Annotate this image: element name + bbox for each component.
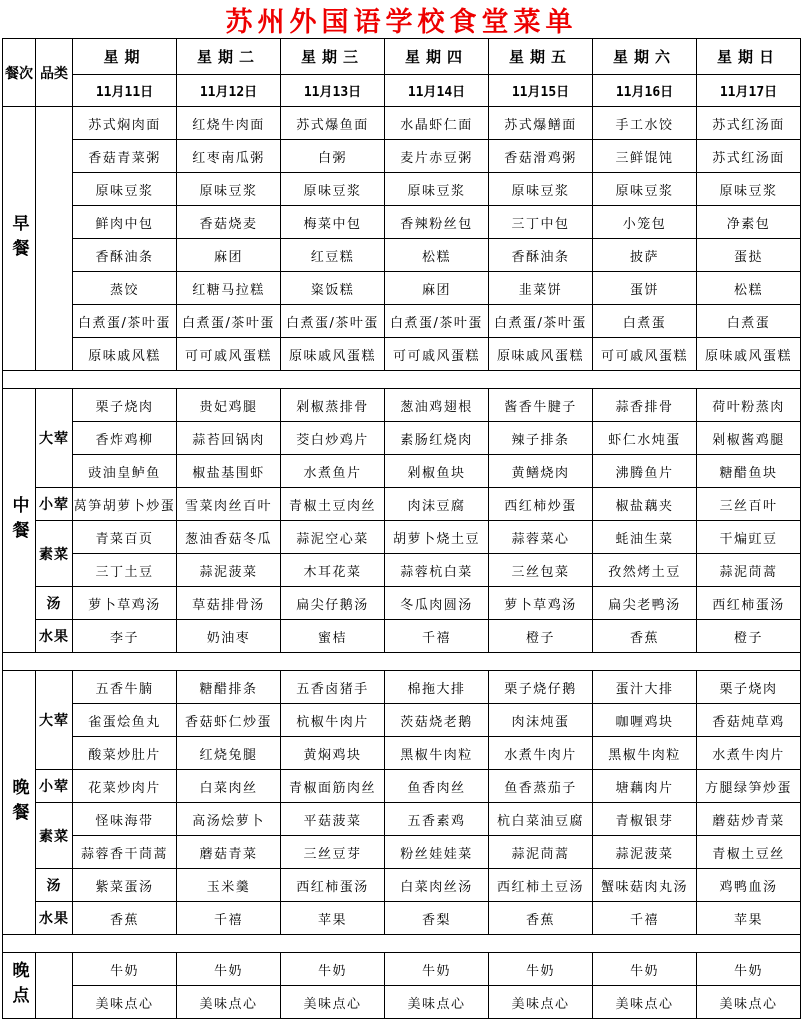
date-header: 11月13日 (281, 75, 385, 107)
menu-item-cell: 椒盐藕夹 (593, 488, 697, 521)
date-header: 11月17日 (697, 75, 801, 107)
category-label: 素菜 (36, 803, 73, 869)
menu-item-cell: 粉丝娃娃菜 (385, 836, 489, 869)
menu-row (3, 173, 801, 206)
menu-item-cell: 三丝包菜 (489, 554, 593, 587)
menu-item-cell: 蒜泥菠菜 (177, 554, 281, 587)
menu-item-cell: 美味点心 (281, 986, 385, 1019)
menu-item-cell: 可可戚风蛋糕 (593, 338, 697, 371)
menu-item-cell: 美味点心 (73, 986, 177, 1019)
menu-item-cell: 青椒土豆肉丝 (281, 488, 385, 521)
menu-item-cell: 剁椒蒸排骨 (281, 389, 385, 422)
menu-item-cell: 手工水饺 (593, 107, 697, 140)
menu-item-cell: 咖喱鸡块 (593, 704, 697, 737)
menu-item-cell: 黄焖鸡块 (281, 737, 385, 770)
category-label: 大荤 (36, 389, 73, 488)
menu-row (3, 140, 801, 173)
menu-row (3, 521, 801, 554)
menu-item-cell: 三丝百叶 (697, 488, 801, 521)
menu-item-cell: 可可戚风蛋糕 (177, 338, 281, 371)
menu-item-cell: 茭白炒鸡片 (281, 422, 385, 455)
menu-item-cell: 白粥 (281, 140, 385, 173)
menu-item-cell: 辣子排条 (489, 422, 593, 455)
menu-row (3, 389, 801, 422)
menu-item-cell: 葱油鸡翅根 (385, 389, 489, 422)
menu-item-cell: 牛奶 (177, 953, 281, 986)
menu-item-cell: 蘑菇炒青菜 (697, 803, 801, 836)
menu-row (3, 869, 801, 902)
separator-cell (3, 653, 801, 671)
menu-item-cell: 蒜泥茼蒿 (489, 836, 593, 869)
separator-cell (3, 935, 801, 953)
menu-item-cell: 鱼香蒸茄子 (489, 770, 593, 803)
day-header: 星期二 (177, 39, 281, 75)
menu-item-cell: 三丁土豆 (73, 554, 177, 587)
menu-item-cell: 小笼包 (593, 206, 697, 239)
table-header (3, 39, 801, 107)
menu-item-cell: 原味豆浆 (489, 173, 593, 206)
separator-row (3, 371, 801, 389)
date-header: 11月11日 (73, 75, 177, 107)
menu-item-cell: 贵妃鸡腿 (177, 389, 281, 422)
menu-item-cell: 黑椒牛肉粒 (593, 737, 697, 770)
menu-table (2, 38, 801, 1019)
menu-item-cell: 美味点心 (177, 986, 281, 1019)
menu-item-cell: 蒜泥空心菜 (281, 521, 385, 554)
category-label: 小荤 (36, 488, 73, 521)
menu-item-cell: 牛奶 (385, 953, 489, 986)
day-header: 星期五 (489, 39, 593, 75)
menu-item-cell: 千禧 (593, 902, 697, 935)
menu-item-cell: 椒盐基围虾 (177, 455, 281, 488)
day-header: 星期四 (385, 39, 489, 75)
menu-item-cell: 棉拖大排 (385, 671, 489, 704)
menu-item-cell: 鱼香肉丝 (385, 770, 489, 803)
menu-item-cell: 红烧牛肉面 (177, 107, 281, 140)
menu-item-cell: 香酥油条 (73, 239, 177, 272)
category-label (36, 107, 73, 371)
menu-item-cell: 牛奶 (281, 953, 385, 986)
menu-item-cell: 平菇菠菜 (281, 803, 385, 836)
menu-item-cell: 萝卜草鸡汤 (489, 587, 593, 620)
menu-item-cell: 花菜炒肉片 (73, 770, 177, 803)
menu-item-cell: 李子 (73, 620, 177, 653)
menu-item-cell: 香菇虾仁炒蛋 (177, 704, 281, 737)
menu-item-cell: 美味点心 (489, 986, 593, 1019)
menu-item-cell: 茨菇烧老鹅 (385, 704, 489, 737)
meal-section-4 (3, 953, 801, 1019)
menu-item-cell: 酱香牛腱子 (489, 389, 593, 422)
menu-item-cell: 松糕 (385, 239, 489, 272)
category-label (36, 953, 73, 1019)
menu-item-cell: 白煮蛋/茶叶蛋 (73, 305, 177, 338)
menu-row (3, 704, 801, 737)
menu-item-cell: 鸡鸭血汤 (697, 869, 801, 902)
menu-item-cell: 五香素鸡 (385, 803, 489, 836)
menu-item-cell: 水煮牛肉片 (697, 737, 801, 770)
menu-item-cell: 三鲜馄饨 (593, 140, 697, 173)
menu-item-cell: 香菇青菜粥 (73, 140, 177, 173)
menu-item-cell: 苏式红汤面 (697, 107, 801, 140)
menu-item-cell: 香辣粉丝包 (385, 206, 489, 239)
category-column-header: 品类 (36, 39, 73, 107)
menu-row (3, 206, 801, 239)
category-label: 素菜 (36, 521, 73, 587)
menu-item-cell: 鲜肉中包 (73, 206, 177, 239)
menu-item-cell: 红烧兔腿 (177, 737, 281, 770)
menu-item-cell: 苹果 (281, 902, 385, 935)
menu-item-cell: 香蕉 (489, 902, 593, 935)
menu-item-cell: 蒜蓉菜心 (489, 521, 593, 554)
menu-row (3, 671, 801, 704)
menu-row (3, 305, 801, 338)
day-header: 星期六 (593, 39, 697, 75)
menu-item-cell: 梅菜中包 (281, 206, 385, 239)
menu-item-cell: 三丝豆芽 (281, 836, 385, 869)
menu-item-cell: 牛奶 (593, 953, 697, 986)
menu-item-cell: 蒸饺 (73, 272, 177, 305)
menu-item-cell: 玉米羹 (177, 869, 281, 902)
menu-item-cell: 红枣南瓜粥 (177, 140, 281, 173)
menu-item-cell: 五香牛腩 (73, 671, 177, 704)
menu-item-cell: 剁椒鱼块 (385, 455, 489, 488)
menu-item-cell: 白煮蛋 (697, 305, 801, 338)
menu-item-cell: 原味戚风蛋糕 (489, 338, 593, 371)
menu-item-cell: 水煮鱼片 (281, 455, 385, 488)
menu-item-cell: 葱油香菇冬瓜 (177, 521, 281, 554)
menu-row (3, 455, 801, 488)
menu-item-cell: 栗子烧仔鹅 (489, 671, 593, 704)
menu-item-cell: 白煮蛋/茶叶蛋 (281, 305, 385, 338)
menu-item-cell: 木耳花菜 (281, 554, 385, 587)
menu-item-cell: 韭菜饼 (489, 272, 593, 305)
menu-item-cell: 麻团 (177, 239, 281, 272)
menu-item-cell: 香梨 (385, 902, 489, 935)
menu-item-cell: 苏式爆鱼面 (281, 107, 385, 140)
menu-item-cell: 蛋汁大排 (593, 671, 697, 704)
menu-item-cell: 原味戚风糕 (73, 338, 177, 371)
menu-item-cell: 牛奶 (489, 953, 593, 986)
date-header: 11月15日 (489, 75, 593, 107)
category-label: 水果 (36, 902, 73, 935)
menu-item-cell: 可可戚风蛋糕 (385, 338, 489, 371)
menu-item-cell: 原味豆浆 (593, 173, 697, 206)
menu-item-cell: 奶油枣 (177, 620, 281, 653)
menu-row (3, 902, 801, 935)
menu-item-cell: 白菜肉丝汤 (385, 869, 489, 902)
category-label: 汤 (36, 587, 73, 620)
category-label: 小荤 (36, 770, 73, 803)
meal-section-1 (3, 107, 801, 371)
menu-item-cell: 白煮蛋 (593, 305, 697, 338)
menu-item-cell: 香蕉 (593, 620, 697, 653)
menu-item-cell: 荷叶粉蒸肉 (697, 389, 801, 422)
menu-row (3, 803, 801, 836)
menu-item-cell: 青椒土豆丝 (697, 836, 801, 869)
menu-row (3, 554, 801, 587)
menu-row (3, 488, 801, 521)
menu-row (3, 239, 801, 272)
menu-item-cell: 西红柿蛋汤 (281, 869, 385, 902)
category-label: 水果 (36, 620, 73, 653)
menu-item-cell: 蚝油生菜 (593, 521, 697, 554)
menu-item-cell: 红豆糕 (281, 239, 385, 272)
menu-item-cell: 橙子 (489, 620, 593, 653)
meal-label: 晚点 (3, 953, 36, 1019)
menu-row (3, 953, 801, 986)
menu-item-cell: 蟹味菇肉丸汤 (593, 869, 697, 902)
menu-item-cell: 糖醋排条 (177, 671, 281, 704)
menu-item-cell: 松糕 (697, 272, 801, 305)
menu-item-cell: 杭白菜油豆腐 (489, 803, 593, 836)
menu-item-cell: 方腿绿笋炒蛋 (697, 770, 801, 803)
menu-item-cell: 孜然烤土豆 (593, 554, 697, 587)
menu-item-cell: 千禧 (385, 620, 489, 653)
category-label: 汤 (36, 869, 73, 902)
category-label: 大荤 (36, 671, 73, 770)
menu-item-cell: 麻团 (385, 272, 489, 305)
menu-item-cell: 青椒银芽 (593, 803, 697, 836)
menu-item-cell: 原味戚风蛋糕 (697, 338, 801, 371)
meal-section-2 (3, 389, 801, 653)
menu-item-cell: 白煮蛋/茶叶蛋 (489, 305, 593, 338)
menu-item-cell: 香菇滑鸡粥 (489, 140, 593, 173)
header-row-dates (3, 75, 801, 107)
menu-item-cell: 香蕉 (73, 902, 177, 935)
menu-item-cell: 蒜蓉杭白菜 (385, 554, 489, 587)
menu-item-cell: 苏式红汤面 (697, 140, 801, 173)
menu-item-cell: 红糖马拉糕 (177, 272, 281, 305)
menu-item-cell: 莴笋胡萝卜炒蛋 (73, 488, 177, 521)
menu-item-cell: 原味豆浆 (697, 173, 801, 206)
page-title: 苏州外国语学校食堂菜单 (225, 6, 578, 38)
menu-row (3, 986, 801, 1019)
menu-item-cell: 香菇炖草鸡 (697, 704, 801, 737)
menu-item-cell: 豉油皇鲈鱼 (73, 455, 177, 488)
menu-item-cell: 苏式爆鳝面 (489, 107, 593, 140)
menu-item-cell: 披萨 (593, 239, 697, 272)
date-header: 11月14日 (385, 75, 489, 107)
menu-item-cell: 西红柿蛋汤 (697, 587, 801, 620)
menu-row (3, 620, 801, 653)
menu-item-cell: 香炸鸡柳 (73, 422, 177, 455)
menu-row (3, 107, 801, 140)
menu-item-cell: 西红柿炒蛋 (489, 488, 593, 521)
menu-item-cell: 高汤烩萝卜 (177, 803, 281, 836)
menu-item-cell: 西红柿土豆汤 (489, 869, 593, 902)
menu-item-cell: 牛奶 (73, 953, 177, 986)
meal-label: 晚餐 (3, 671, 36, 935)
menu-item-cell: 萝卜草鸡汤 (73, 587, 177, 620)
section-separator (3, 653, 801, 671)
separator-cell (3, 371, 801, 389)
menu-item-cell: 黑椒牛肉粒 (385, 737, 489, 770)
menu-item-cell: 水晶虾仁面 (385, 107, 489, 140)
meal-column-header: 餐次 (3, 39, 36, 107)
menu-item-cell: 酸菜炒肚片 (73, 737, 177, 770)
menu-item-cell: 栗子烧肉 (73, 389, 177, 422)
day-header: 星期三 (281, 39, 385, 75)
menu-row (3, 272, 801, 305)
menu-item-cell: 原味豆浆 (177, 173, 281, 206)
menu-item-cell: 肉沫豆腐 (385, 488, 489, 521)
menu-item-cell: 塘藕肉片 (593, 770, 697, 803)
menu-row (3, 770, 801, 803)
menu-item-cell: 香菇烧麦 (177, 206, 281, 239)
menu-item-cell: 蒜泥茼蒿 (697, 554, 801, 587)
menu-row (3, 338, 801, 371)
menu-item-cell: 五香卤猪手 (281, 671, 385, 704)
menu-row (3, 587, 801, 620)
menu-item-cell: 香酥油条 (489, 239, 593, 272)
menu-item-cell: 白煮蛋/茶叶蛋 (177, 305, 281, 338)
menu-item-cell: 原味豆浆 (73, 173, 177, 206)
menu-item-cell: 苹果 (697, 902, 801, 935)
day-header: 星期日 (697, 39, 801, 75)
menu-item-cell: 三丁中包 (489, 206, 593, 239)
date-header: 11月12日 (177, 75, 281, 107)
menu-item-cell: 白煮蛋/茶叶蛋 (385, 305, 489, 338)
section-separator (3, 935, 801, 953)
menu-item-cell: 糖醋鱼块 (697, 455, 801, 488)
menu-item-cell: 净素包 (697, 206, 801, 239)
separator-row (3, 653, 801, 671)
menu-item-cell: 胡萝卜烧土豆 (385, 521, 489, 554)
menu-item-cell: 蘑菇青菜 (177, 836, 281, 869)
meal-label: 中餐 (3, 389, 36, 653)
meal-section-3 (3, 671, 801, 935)
menu-item-cell: 扁尖仔鹅汤 (281, 587, 385, 620)
menu-item-cell: 蒜苔回锅肉 (177, 422, 281, 455)
menu-item-cell: 蒜泥菠菜 (593, 836, 697, 869)
menu-item-cell: 青椒面筋肉丝 (281, 770, 385, 803)
menu-item-cell: 剁椒酱鸡腿 (697, 422, 801, 455)
menu-item-cell: 白菜肉丝 (177, 770, 281, 803)
date-header: 11月16日 (593, 75, 697, 107)
menu-item-cell: 黄鳝烧肉 (489, 455, 593, 488)
menu-row (3, 422, 801, 455)
menu-item-cell: 扁尖老鸭汤 (593, 587, 697, 620)
menu-item-cell: 蒜香排骨 (593, 389, 697, 422)
menu-item-cell: 苏式焖肉面 (73, 107, 177, 140)
day-header: 星期 (73, 39, 177, 75)
menu-item-cell: 蒜蓉香干茼蒿 (73, 836, 177, 869)
menu-item-cell: 橙子 (697, 620, 801, 653)
header-row-days (3, 39, 801, 75)
menu-row (3, 836, 801, 869)
menu-item-cell: 蜜桔 (281, 620, 385, 653)
menu-item-cell: 麦片赤豆粥 (385, 140, 489, 173)
menu-item-cell: 素肠红烧肉 (385, 422, 489, 455)
menu-item-cell: 美味点心 (385, 986, 489, 1019)
menu-row (3, 737, 801, 770)
menu-item-cell: 草菇排骨汤 (177, 587, 281, 620)
menu-item-cell: 雪菜肉丝百叶 (177, 488, 281, 521)
menu-item-cell: 雀蛋烩鱼丸 (73, 704, 177, 737)
menu-item-cell: 粢饭糕 (281, 272, 385, 305)
menu-item-cell: 青菜百页 (73, 521, 177, 554)
menu-item-cell: 原味戚风蛋糕 (281, 338, 385, 371)
meal-label: 早餐 (3, 107, 36, 371)
menu-item-cell: 美味点心 (697, 986, 801, 1019)
menu-item-cell: 栗子烧肉 (697, 671, 801, 704)
menu-item-cell: 冬瓜肉圆汤 (385, 587, 489, 620)
separator-row (3, 935, 801, 953)
menu-item-cell: 原味豆浆 (281, 173, 385, 206)
menu-item-cell: 紫菜蛋汤 (73, 869, 177, 902)
menu-item-cell: 水煮牛肉片 (489, 737, 593, 770)
menu-item-cell: 肉沫炖蛋 (489, 704, 593, 737)
menu-item-cell: 原味豆浆 (385, 173, 489, 206)
section-separator (3, 371, 801, 389)
menu-item-cell: 牛奶 (697, 953, 801, 986)
menu-item-cell: 蛋饼 (593, 272, 697, 305)
menu-item-cell: 干煸豇豆 (697, 521, 801, 554)
menu-item-cell: 沸腾鱼片 (593, 455, 697, 488)
menu-item-cell: 怪味海带 (73, 803, 177, 836)
menu-item-cell: 虾仁水炖蛋 (593, 422, 697, 455)
menu-item-cell: 杭椒牛肉片 (281, 704, 385, 737)
menu-item-cell: 千禧 (177, 902, 281, 935)
menu-item-cell: 蛋挞 (697, 239, 801, 272)
menu-item-cell: 美味点心 (593, 986, 697, 1019)
